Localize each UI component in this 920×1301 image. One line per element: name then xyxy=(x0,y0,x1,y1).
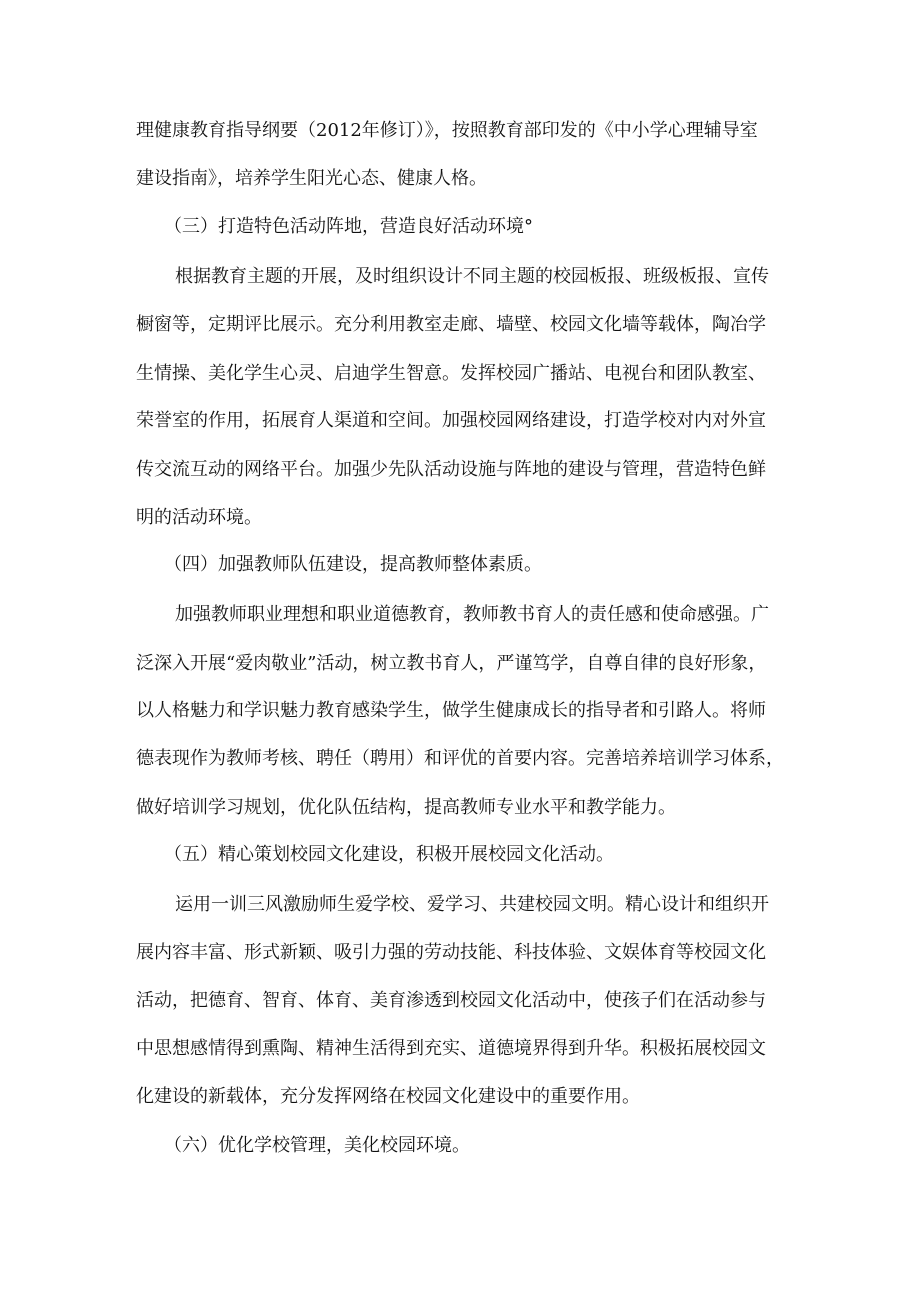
text-line: 做好培训学习规划，优化队伍结构，提高教师专业水平和教学能力。 xyxy=(136,797,676,818)
text-line: 建设指南》，培养学生阳光心态、健康人格。 xyxy=(136,168,487,189)
text-line: 橱窗等，定期评比展示。充分利用教室走廊、墙壁、校园文化墙等载体，陶冶学 xyxy=(136,314,766,335)
text-line: 活动，把德育、智育、体育、美育渗透到校园文化活动中，使孩子们在活动参与 xyxy=(136,990,766,1011)
text-line: 展内容丰富、形式新颖、吸引力强的劳动技能、科技体验、文娱体育等校园文化 xyxy=(136,942,766,963)
text-line: 以人格魅力和学识魅力教育感染学生，做学生健康成长的指导者和引路人。将师 xyxy=(136,700,766,721)
text-line: 运用一训三风激励师生爱学校、爱学习、共建校园文明。精心设计和组织开 xyxy=(175,894,769,915)
text-line: 理健康教育指导纲要（2012年修订）》，按照教育部印发的《中小学心理辅导室 xyxy=(136,120,758,141)
text-line: 泛深入开展“爱肉敬业”活动，树立教书育人，严谨笃学，自尊自律的良好形象， xyxy=(136,653,767,674)
section-heading: （三）打造特色活动阵地，营造良好活动环境° xyxy=(164,216,533,237)
text-line: 荣誉室的作用，拓展育人渠道和空间。加强校园网络建设，打造学校对内对外宣 xyxy=(136,410,766,431)
text-line: 中思想感情得到熏陶、精神生活得到充实、道德境界得到升华。积极拓展校园文 xyxy=(136,1038,766,1059)
text-line: 德表现作为教师考核、聘任（聘用）和评优的首要内容。完善培养培训学习体系， xyxy=(136,748,784,769)
text-line: 明的活动环境。 xyxy=(136,507,262,528)
text-line: 根据教育主题的开展，及时组织设计不同主题的校园板报、班级板报、宣传 xyxy=(175,266,769,287)
section-heading: （四）加强教师队伍建设，提高教师整体素质。 xyxy=(164,554,542,575)
text-line: 加强教师职业理想和职业道德教育，教师教书育人的责任感和使命感强。广 xyxy=(175,604,769,625)
text-line: 传交流互动的网络平台。加强少先队活动设施与阵地的建设与管理，营造特色鲜 xyxy=(136,459,766,480)
text-line: 生情操、美化学生心灵、启迪学生智意。发挥校园广播站、电视台和团队教室、 xyxy=(136,363,766,384)
section-heading: （六）优化学校管理，美化校园环境。 xyxy=(164,1135,470,1156)
text-line: 化建设的新载体，充分发挥网络在校园文化建设中的重要作用。 xyxy=(136,1086,640,1107)
section-heading: （五）精心策划校园文化建设，积极开展校园文化活动。 xyxy=(164,844,614,865)
